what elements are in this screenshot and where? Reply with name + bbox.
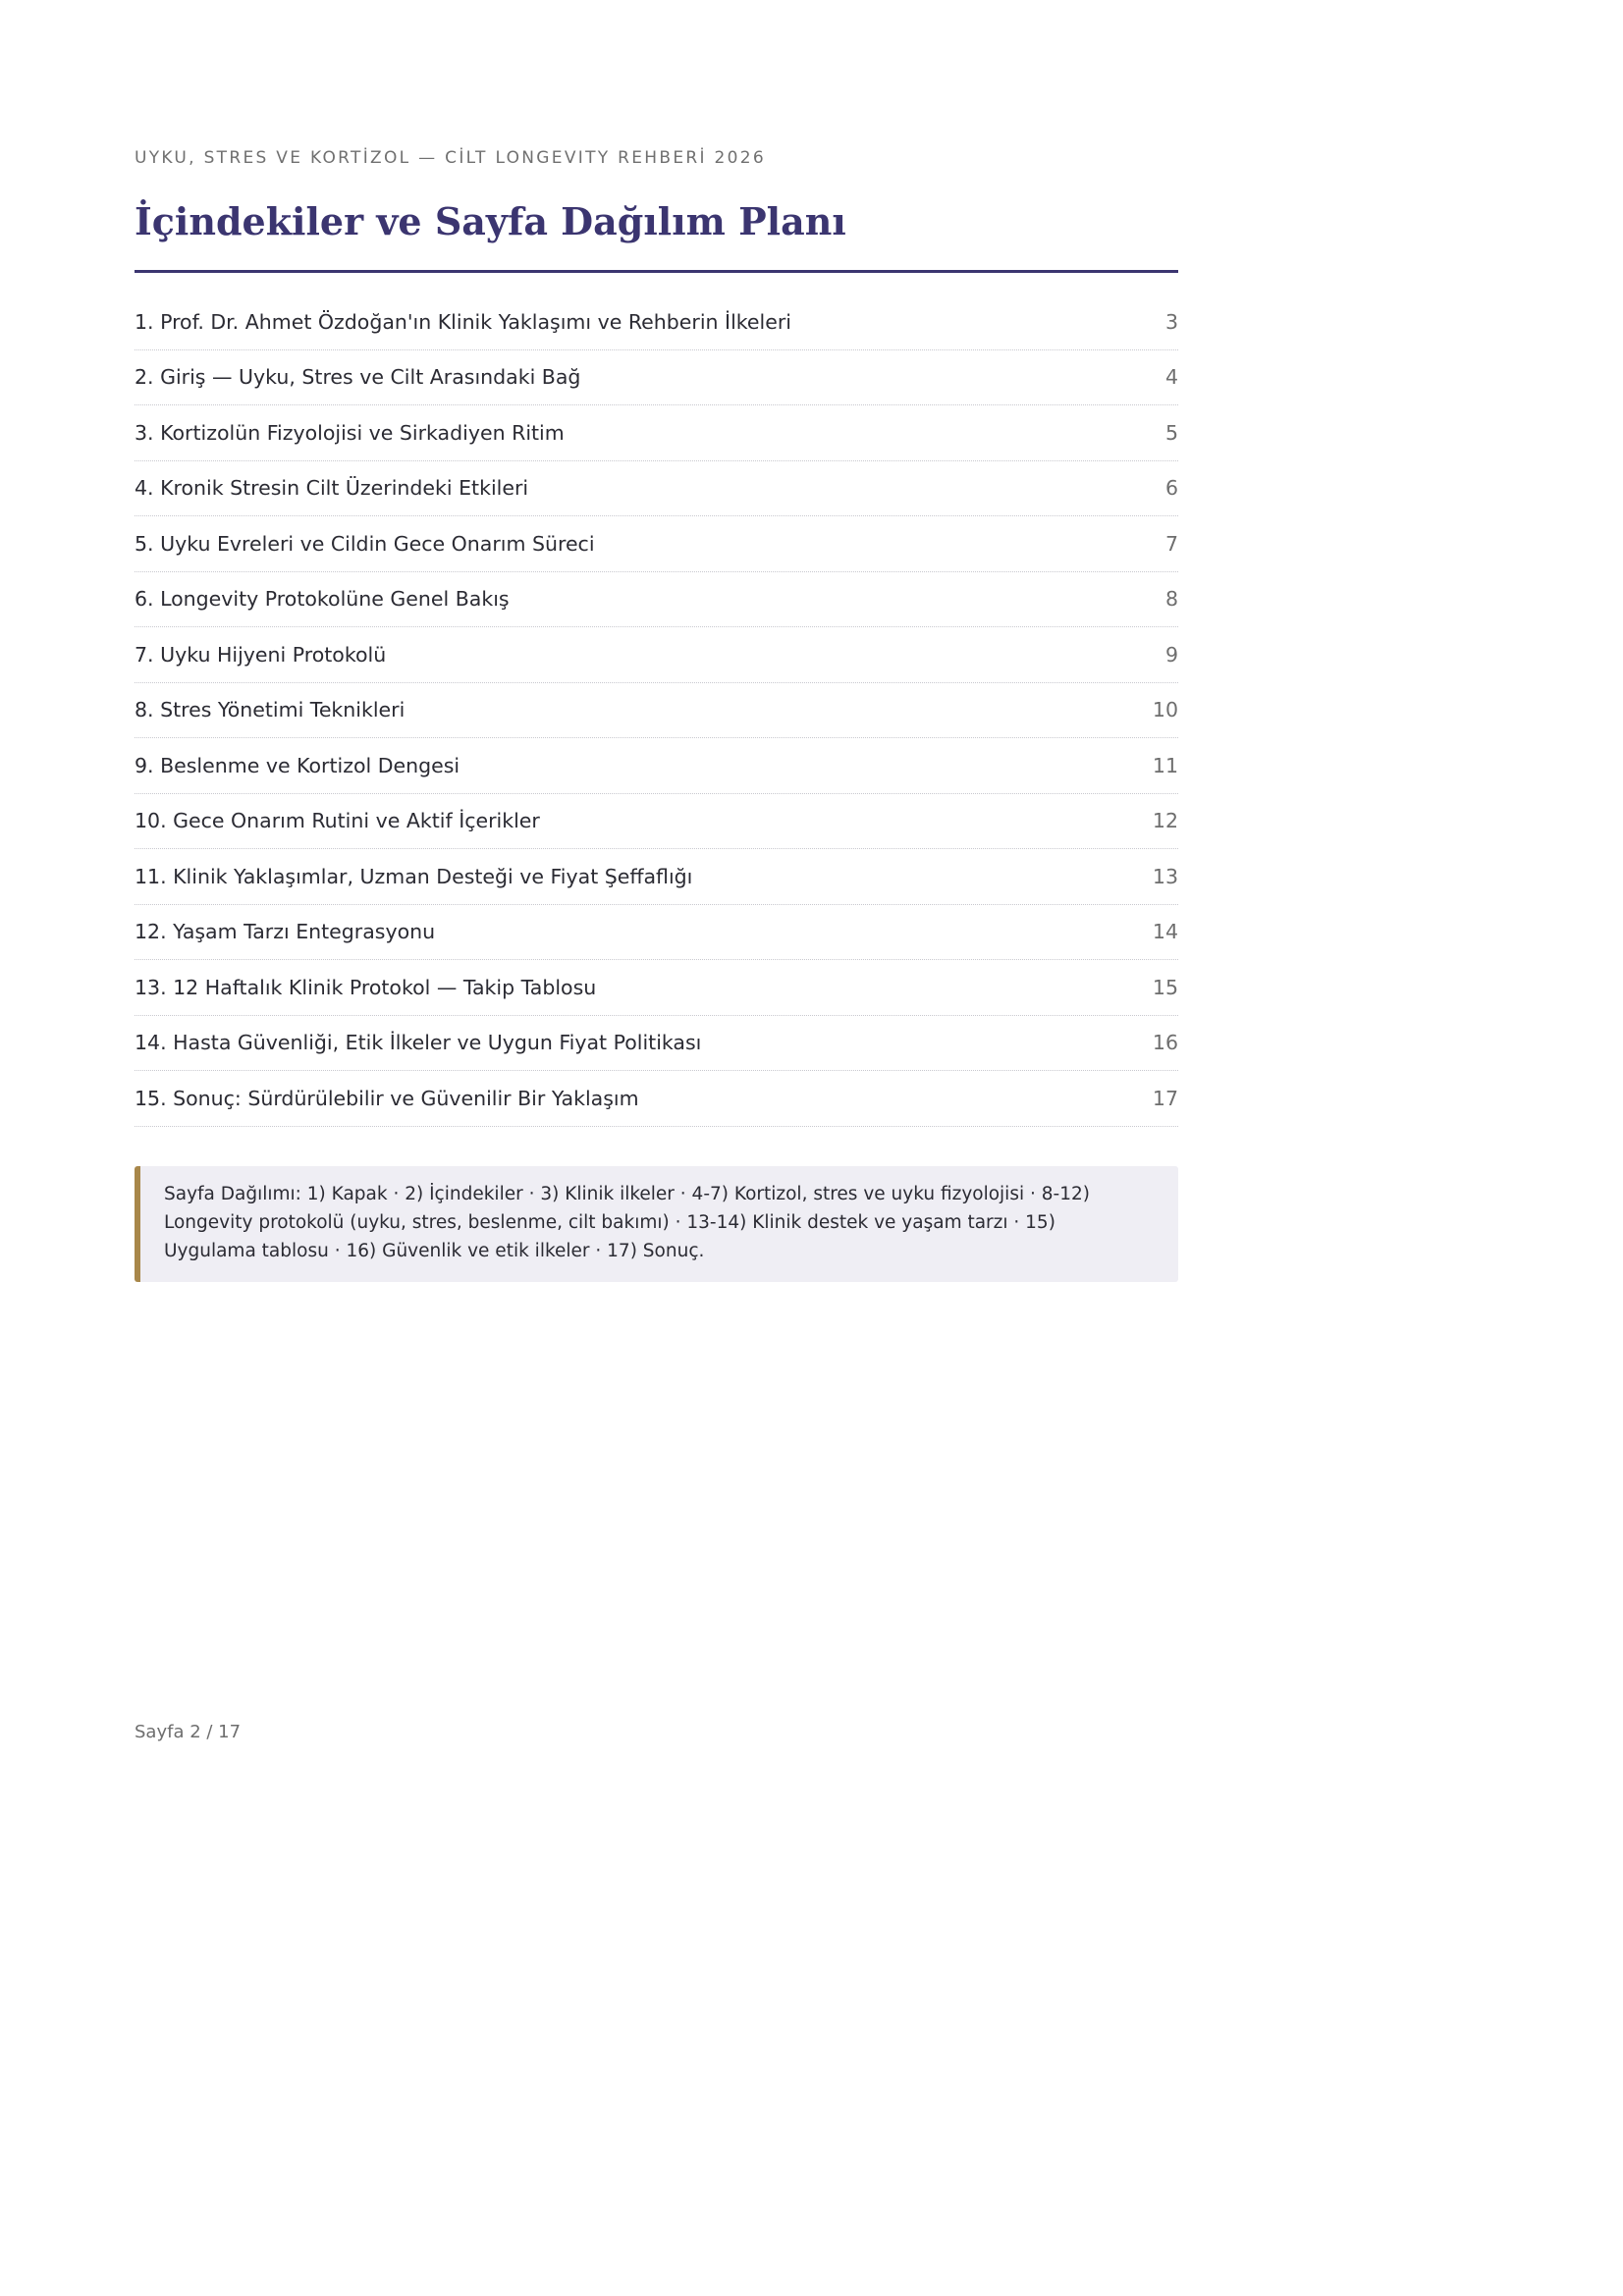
toc-entry-15[interactable] bbox=[135, 1071, 1178, 1127]
title-divider bbox=[135, 270, 1178, 273]
toc-entry-page: 5 bbox=[1164, 420, 1178, 445]
toc-entry-label: 3. Kortizolün Fizyolojisi ve Sirkadiyen Ritim bbox=[135, 420, 565, 445]
toc-entry-4[interactable] bbox=[135, 461, 1178, 517]
toc-entry-page: 16 bbox=[1152, 1031, 1178, 1055]
toc-entry-page: 7 bbox=[1164, 531, 1178, 556]
toc-entry-label: 14. Hasta Güvenliği, Etik İlkeler ve Uygun Fiyat Politikası bbox=[135, 1031, 702, 1055]
toc-entry-page: 4 bbox=[1164, 365, 1178, 390]
toc-entry-label: 6. Longevity Protokolüne Genel Bakış bbox=[135, 587, 510, 612]
page-title: İçindekiler ve Sayfa Dağılım Planı bbox=[135, 199, 846, 243]
toc-entry-12[interactable] bbox=[135, 905, 1178, 961]
toc-entry-page: 10 bbox=[1152, 698, 1178, 722]
toc-entry-11[interactable] bbox=[135, 849, 1178, 905]
toc-entry-label: 11. Klinik Yaklaşımlar, Uzman Desteği ve Fiyat Şeffaflığı bbox=[135, 864, 693, 888]
toc-entry-3[interactable] bbox=[135, 405, 1178, 461]
toc-entry-8[interactable] bbox=[135, 683, 1178, 739]
running-header: UYKU, STRES VE KORTİZOL — CİLT LONGEVITY REHBERİ 2026 bbox=[135, 148, 766, 168]
toc-entry-9[interactable] bbox=[135, 738, 1178, 794]
toc-entry-page: 14 bbox=[1152, 920, 1178, 944]
toc-entry-page: 3 bbox=[1164, 309, 1178, 334]
table-of-contents bbox=[135, 294, 1178, 1127]
toc-entry-page: 11 bbox=[1152, 753, 1178, 777]
toc-entry-label: 9. Beslenme ve Kortizol Dengesi bbox=[135, 753, 460, 777]
toc-entry-label: 10. Gece Onarım Rutini ve Aktif İçerikler bbox=[135, 809, 540, 833]
toc-entry-page: 15 bbox=[1152, 975, 1178, 999]
toc-entry-page: 12 bbox=[1152, 809, 1178, 833]
toc-entry-label: 13. 12 Haftalık Klinik Protokol — Takip Tablosu bbox=[135, 975, 597, 999]
page-number-footer: Sayfa 2 / 17 bbox=[135, 1722, 242, 1742]
toc-entry-label: 5. Uyku Evreleri ve Cildin Gece Onarım Süreci bbox=[135, 531, 595, 556]
toc-entry-6[interactable] bbox=[135, 572, 1178, 628]
toc-entry-page: 13 bbox=[1152, 864, 1178, 888]
toc-entry-label: 2. Giriş — Uyku, Stres ve Cilt Arasındaki Bağ bbox=[135, 365, 581, 390]
toc-entry-label: 15. Sonuç: Sürdürülebilir ve Güvenilir Bir Yaklaşım bbox=[135, 1086, 639, 1110]
toc-entry-page: 9 bbox=[1164, 642, 1178, 667]
note-line-2: Longevity protokolü (uyku, stres, beslenme, cilt bakımı) · 13-14) Klinik destek ve yaşam tarzı · 15) bbox=[164, 1212, 1055, 1233]
toc-entry-label: 1. Prof. Dr. Ahmet Özdoğan'ın Klinik Yaklaşımı ve Rehberin İlkeleri bbox=[135, 309, 791, 334]
toc-entry-7[interactable] bbox=[135, 627, 1178, 683]
toc-entry-2[interactable] bbox=[135, 350, 1178, 406]
toc-entry-14[interactable] bbox=[135, 1016, 1178, 1072]
toc-entry-label: 12. Yaşam Tarzı Entegrasyonu bbox=[135, 920, 436, 944]
toc-entry-label: 7. Uyku Hijyeni Protokolü bbox=[135, 642, 387, 667]
toc-entry-1[interactable] bbox=[135, 294, 1178, 350]
toc-entry-page: 8 bbox=[1164, 587, 1178, 612]
toc-entry-5[interactable] bbox=[135, 516, 1178, 572]
toc-entry-page: 6 bbox=[1164, 476, 1178, 501]
toc-entry-page: 17 bbox=[1152, 1086, 1178, 1110]
page-distribution-note bbox=[135, 1166, 1178, 1282]
toc-entry-13[interactable] bbox=[135, 960, 1178, 1016]
toc-entry-label: 8. Stres Yönetimi Teknikleri bbox=[135, 698, 406, 722]
toc-entry-10[interactable] bbox=[135, 794, 1178, 850]
note-line-3: Uygulama tablosu · 16) Güvenlik ve etik ilkeler · 17) Sonuç. bbox=[164, 1241, 705, 1261]
note-line-1: Sayfa Dağılımı: 1) Kapak · 2) İçindekiler · 3) Klinik ilkeler · 4-7) Kortizol, stres ve uyku fizyolojisi · 8-12) bbox=[164, 1184, 1090, 1204]
toc-entry-label: 4. Kronik Stresin Cilt Üzerindeki Etkileri bbox=[135, 476, 529, 501]
